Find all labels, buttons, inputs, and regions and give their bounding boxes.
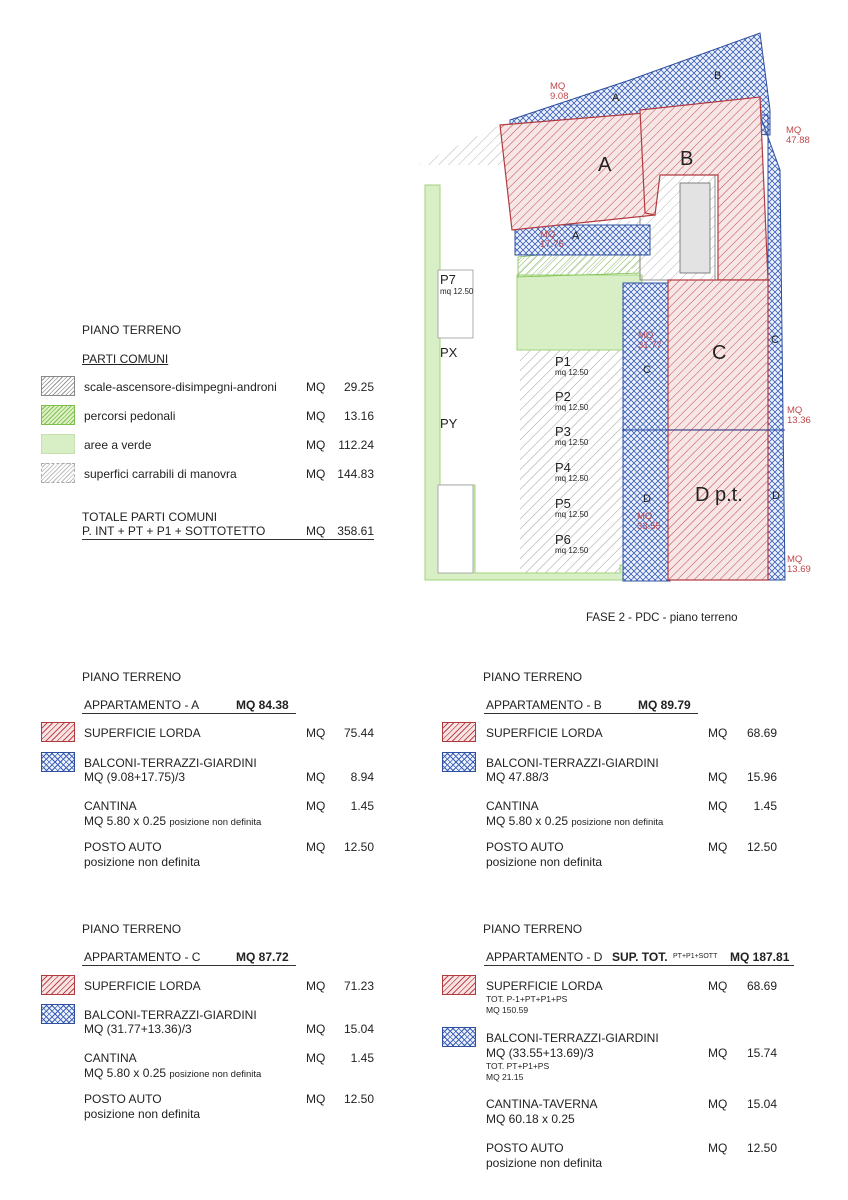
apt-b-r4-unit: MQ — [708, 840, 728, 854]
apt-d-title: APPARTAMENTO - D — [486, 950, 603, 964]
legend-total-unit: MQ — [306, 524, 326, 538]
apt-d-r1-sub2: MQ 150.59 — [486, 1005, 529, 1015]
apt-b-section: PIANO TERRENO — [483, 670, 583, 684]
apt-d-section: PIANO TERRENO — [483, 922, 583, 936]
apt-d-underline — [484, 965, 794, 966]
legend-swatch-carriage — [41, 463, 75, 483]
apt-a-swatch-red — [41, 722, 75, 742]
apartment-a-plan — [500, 113, 655, 230]
apt-b-r3-label: CANTINA — [486, 799, 539, 813]
apt-d-r2-value: 15.74 — [746, 1046, 777, 1060]
parking-p1-mq: mq 12.50 — [555, 368, 589, 377]
legend-value-paths: 13.16 — [343, 409, 374, 423]
legend-label-paths: percorsi pedonali — [84, 409, 176, 423]
apt-b-swatch-red — [442, 722, 476, 742]
apt-d-r1-value: 68.69 — [746, 979, 777, 993]
apt-d-r4-sub: posizione non definita — [486, 1156, 603, 1170]
legend-swatch-green — [41, 434, 75, 454]
legend-unit-carriage: MQ — [306, 467, 326, 481]
apt-a-r3-unit: MQ — [306, 799, 326, 813]
apt-b-r3-value: 1.45 — [753, 799, 777, 813]
note-mq-31: MQ 31.77 — [638, 330, 662, 351]
legend-value-stairs: 29.25 — [343, 380, 374, 394]
apt-d-r2-sub2: MQ 21.15 — [486, 1072, 524, 1082]
parking-p7-label: P7 — [440, 272, 456, 287]
note-mq-9: MQ 9.08 — [550, 81, 569, 102]
note-mq-17: MQ 17.75 — [540, 229, 564, 250]
apt-b-title: APPARTAMENTO - B — [486, 698, 602, 712]
legend-title: PIANO TERRENO — [82, 323, 182, 337]
apt-a-section: PIANO TERRENO — [82, 670, 182, 684]
plan-caption: FASE 2 - PDC - piano terreno — [586, 612, 738, 624]
apt-c-r3-sub: MQ 5.80 x 0.25 posizione non definita — [84, 1066, 262, 1080]
legend-total-underline — [82, 539, 374, 540]
legend-unit-stairs: MQ — [306, 380, 326, 394]
apt-d-sup-label: SUP. TOT. — [612, 950, 668, 964]
note-mq-47: MQ 47.88 — [786, 125, 810, 146]
apt-c-title: APPARTAMENTO - C — [84, 950, 201, 964]
legend-total-value: 358.61 — [337, 524, 374, 538]
apt-d-r3-unit: MQ — [708, 1097, 728, 1111]
apt-a-r1-unit: MQ — [306, 726, 326, 740]
apt-c-r2-label: BALCONI-TERRAZZI-GIARDINI — [84, 1008, 257, 1022]
apt-c-swatch-blue — [41, 1004, 75, 1024]
label-b-top: B — [714, 70, 722, 82]
floor-plan — [400, 25, 820, 610]
apt-c-r4-sub: posizione non definita — [84, 1107, 201, 1121]
apt-a-r2-sub: MQ (9.08+17.75)/3 — [84, 770, 186, 784]
legend-label-green: aree a verde — [84, 438, 152, 452]
apt-a-r2-label: BALCONI-TERRAZZI-GIARDINI — [84, 756, 257, 770]
apt-a-title: APPARTAMENTO - A — [84, 698, 200, 712]
parking-p2-label: P2 — [555, 389, 571, 404]
label-d-big: D p.t. — [695, 484, 743, 506]
apt-d-r2-sub: MQ (33.55+13.69)/3 — [486, 1046, 594, 1060]
label-c-left: C — [643, 364, 651, 376]
apt-d-r2-unit: MQ — [708, 1046, 728, 1060]
apt-b-underline — [484, 713, 698, 714]
parking-p4-label: P4 — [555, 460, 571, 475]
apt-a-r2-unit: MQ — [306, 770, 326, 784]
legend-value-green: 112.24 — [338, 438, 374, 452]
label-d-right: D — [772, 490, 780, 502]
parking-p2-mq: mq 12.50 — [555, 403, 589, 412]
apt-d-r2-label: BALCONI-TERRAZZI-GIARDINI — [486, 1031, 659, 1045]
apt-b-r1-label: SUPERFICIE LORDA — [486, 726, 603, 740]
parking-p3-mq: mq 12.50 — [555, 438, 589, 447]
parking-p4-mq: mq 12.50 — [555, 474, 589, 483]
apt-c-r2-value: 15.04 — [343, 1022, 374, 1036]
apt-b-r3-unit: MQ — [708, 799, 728, 813]
parking-p1-label: P1 — [555, 354, 571, 369]
balcony-a-bottom — [515, 225, 650, 255]
parking-p-lower — [438, 485, 473, 573]
apt-d-sup-small: PT+P1+SOTT — [673, 953, 718, 960]
apt-c-r3-value: 1.45 — [350, 1051, 374, 1065]
label-a-big: A — [598, 154, 612, 176]
apt-d-swatch-red — [442, 975, 476, 995]
label-c-big: C — [712, 342, 727, 364]
apt-b-r4-label: POSTO AUTO — [486, 840, 564, 854]
legend-unit-paths: MQ — [306, 409, 326, 423]
label-d-left: D — [643, 493, 651, 505]
label-a-bottom: A — [572, 230, 580, 242]
apt-d-r1-sub1: TOT. P-1+PT+P1+PS — [486, 994, 568, 1004]
apt-d-r4-value: 12.50 — [746, 1141, 777, 1155]
apt-d-r3-label: CANTINA-TAVERNA — [486, 1097, 598, 1111]
apt-a-underline — [82, 713, 296, 714]
parking-p6-label: P6 — [555, 532, 571, 547]
parking-p5-label: P5 — [555, 496, 571, 511]
apt-c-r4-label: POSTO AUTO — [84, 1092, 162, 1106]
note-mq-13-36: MQ 13.36 — [787, 405, 811, 426]
apt-a-r1-value: 75.44 — [343, 726, 374, 740]
apt-a-total: MQ 84.38 — [236, 698, 289, 712]
note-mq-33: MQ 33.55 — [637, 511, 661, 532]
apt-b-swatch-blue — [442, 752, 476, 772]
apt-a-r2-value: 8.94 — [350, 770, 374, 784]
apt-d-r3-value: 15.04 — [746, 1097, 777, 1111]
apt-a-r4-sub: posizione non definita — [84, 855, 201, 869]
apt-c-r3-unit: MQ — [306, 1051, 326, 1065]
apt-c-total: MQ 87.72 — [236, 950, 289, 964]
legend-value-carriage: 144.83 — [337, 467, 374, 481]
legend-subtitle: PARTI COMUNI — [82, 352, 169, 366]
balcony-c-left — [623, 283, 670, 581]
apt-c-r3-label: CANTINA — [84, 1051, 137, 1065]
apt-c-swatch-red — [41, 975, 75, 995]
apt-b-r1-value: 68.69 — [746, 726, 777, 740]
apt-d-r2-sub1: TOT. PT+P1+PS — [486, 1061, 550, 1071]
parking-p7-mq: mq 12.50 — [440, 287, 474, 296]
legend-swatch-stairs — [41, 376, 75, 396]
apt-c-r2-unit: MQ — [306, 1022, 326, 1036]
apt-a-r3-label: CANTINA — [84, 799, 137, 813]
parking-px-label: PX — [440, 345, 458, 360]
apt-a-r1-label: SUPERFICIE LORDA — [84, 726, 201, 740]
apt-c-r1-label: SUPERFICIE LORDA — [84, 979, 201, 993]
label-c-right: C — [771, 334, 779, 346]
apt-d-r1-label: SUPERFICIE LORDA — [486, 979, 603, 993]
parking-py-label: PY — [440, 416, 458, 431]
apt-b-r2-label: BALCONI-TERRAZZI-GIARDINI — [486, 756, 659, 770]
apt-d-r4-label: POSTO AUTO — [486, 1141, 564, 1155]
apt-a-swatch-blue — [41, 752, 75, 772]
apt-a-r3-value: 1.45 — [350, 799, 374, 813]
apt-b-r4-value: 12.50 — [746, 840, 777, 854]
legend-label-carriage: superfici carrabili di manovra — [84, 467, 237, 481]
apt-d-r3-sub: MQ 60.18 x 0.25 — [486, 1112, 575, 1126]
note-mq-13-69: MQ 13.69 — [787, 554, 811, 575]
apt-b-r2-unit: MQ — [708, 770, 728, 784]
apt-a-r4-value: 12.50 — [343, 840, 374, 854]
apt-c-underline — [82, 965, 296, 966]
legend-swatch-paths — [41, 405, 75, 425]
apt-b-total: MQ 89.79 — [638, 698, 691, 712]
label-b-big: B — [680, 148, 694, 170]
apt-c-section: PIANO TERRENO — [82, 922, 182, 936]
apt-d-total: MQ 187.81 — [730, 950, 790, 964]
apt-d-r4-unit: MQ — [708, 1141, 728, 1155]
apt-b-r2-value: 15.96 — [746, 770, 777, 784]
parking-p6-mq: mq 12.50 — [555, 546, 589, 555]
apt-c-r1-unit: MQ — [306, 979, 326, 993]
apt-b-r3-sub: MQ 5.80 x 0.25 posizione non definita — [486, 814, 664, 828]
apt-c-r2-sub: MQ (31.77+13.36)/3 — [84, 1022, 192, 1036]
apt-c-r4-value: 12.50 — [343, 1092, 374, 1106]
apt-c-r4-unit: MQ — [306, 1092, 326, 1106]
apt-c-r1-value: 71.23 — [343, 979, 374, 993]
legend-total-line1: TOTALE PARTI COMUNI — [82, 510, 218, 524]
apt-d-r1-unit: MQ — [708, 979, 728, 993]
parking-p5-mq: mq 12.50 — [555, 510, 589, 519]
legend-total-line2: P. INT + PT + P1 + SOTTOTETTO — [82, 524, 266, 538]
legend-unit-green: MQ — [306, 438, 326, 452]
apt-b-r4-sub: posizione non definita — [486, 855, 603, 869]
apt-b-r1-unit: MQ — [708, 726, 728, 740]
apt-a-r4-unit: MQ — [306, 840, 326, 854]
label-a-top: A — [612, 92, 620, 104]
apt-a-r3-sub: MQ 5.80 x 0.25 posizione non definita — [84, 814, 262, 828]
apt-b-r2-sub: MQ 47.88/3 — [486, 770, 549, 784]
elevator — [680, 183, 710, 273]
apt-d-swatch-blue — [442, 1027, 476, 1047]
legend-label-stairs: scale-ascensore-disimpegni-androni — [84, 380, 277, 394]
apt-a-r4-label: POSTO AUTO — [84, 840, 162, 854]
parking-p3-label: P3 — [555, 424, 571, 439]
